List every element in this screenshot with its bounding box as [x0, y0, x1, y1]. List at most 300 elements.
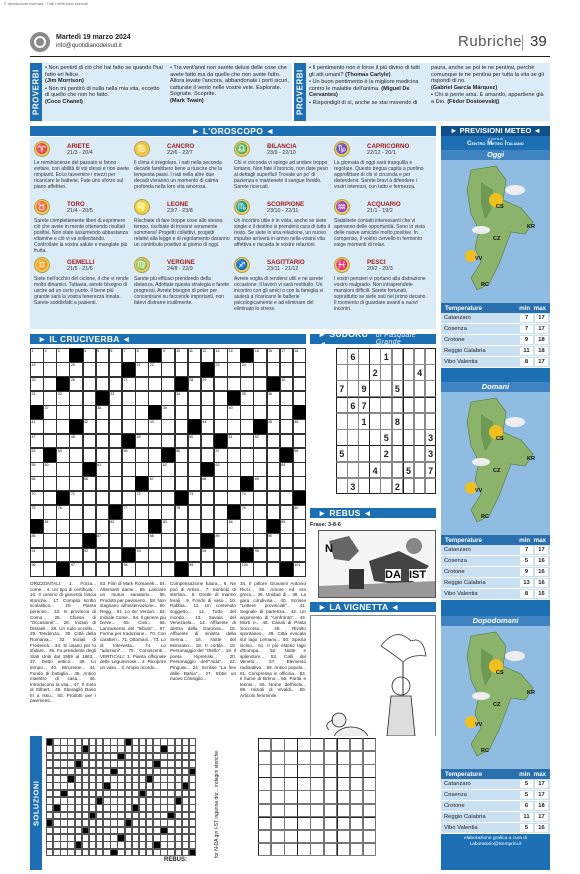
- crossword-cell[interactable]: [227, 562, 241, 577]
- crossword-cell[interactable]: [122, 391, 136, 406]
- crossword-cell[interactable]: [96, 362, 110, 377]
- crossword-cell[interactable]: [83, 505, 97, 520]
- crossword-cell[interactable]: [69, 405, 83, 420]
- crossword-cell[interactable]: [43, 505, 57, 520]
- sudoku-cell[interactable]: 2: [392, 478, 404, 495]
- crossword-cell[interactable]: [240, 448, 254, 463]
- sudoku-cell[interactable]: [425, 348, 437, 365]
- crossword-cell[interactable]: [43, 362, 57, 377]
- crossword-cell[interactable]: [148, 434, 162, 449]
- crossword-cell[interactable]: [83, 519, 97, 534]
- sudoku-cell[interactable]: [358, 364, 370, 381]
- crossword-cell[interactable]: [161, 533, 175, 548]
- crossword-cell[interactable]: [30, 434, 44, 449]
- crossword-cell[interactable]: [175, 448, 189, 463]
- sudoku-cell[interactable]: 3: [347, 478, 359, 495]
- sudoku-cell[interactable]: 4: [369, 462, 381, 479]
- crossword-cell[interactable]: [293, 462, 307, 477]
- crossword-cell[interactable]: [227, 362, 241, 377]
- crossword-cell[interactable]: [161, 491, 175, 506]
- crossword-cell[interactable]: [188, 405, 202, 420]
- crossword-cell[interactable]: [267, 405, 281, 420]
- crossword-cell[interactable]: [30, 462, 44, 477]
- crossword-cell[interactable]: [56, 362, 70, 377]
- crossword-cell[interactable]: [69, 519, 83, 534]
- crossword-cell[interactable]: [201, 405, 215, 420]
- crossword-cell[interactable]: [96, 533, 110, 548]
- crossword-cell[interactable]: [83, 562, 97, 577]
- crossword-cell[interactable]: [214, 391, 228, 406]
- crossword-cell[interactable]: [161, 434, 175, 449]
- crossword-cell[interactable]: [30, 362, 44, 377]
- sudoku-cell[interactable]: [425, 380, 437, 397]
- crossword-cell[interactable]: [109, 548, 123, 563]
- crossword-cell[interactable]: [148, 377, 162, 392]
- crossword-cell[interactable]: [122, 476, 136, 491]
- crossword-cell[interactable]: [122, 419, 136, 434]
- sudoku-cell[interactable]: 1: [358, 413, 370, 430]
- crossword-cell[interactable]: [109, 462, 123, 477]
- crossword-cell[interactable]: [214, 505, 228, 520]
- sudoku-cell[interactable]: [369, 478, 381, 495]
- crossword-cell[interactable]: [30, 548, 44, 563]
- crossword-cell[interactable]: [267, 491, 281, 506]
- sudoku-cell[interactable]: [347, 380, 359, 397]
- crossword-cell[interactable]: [96, 505, 110, 520]
- crossword-cell[interactable]: [240, 391, 254, 406]
- crossword-cell[interactable]: [69, 533, 83, 548]
- crossword-cell[interactable]: [227, 491, 241, 506]
- crossword-cell[interactable]: [240, 562, 254, 577]
- sudoku-cell[interactable]: 6: [347, 397, 359, 414]
- crossword-cell[interactable]: [253, 434, 267, 449]
- crossword-cell[interactable]: [214, 419, 228, 434]
- crossword-cell[interactable]: [148, 391, 162, 406]
- sudoku-cell[interactable]: [347, 364, 359, 381]
- sudoku-cell[interactable]: [336, 462, 348, 479]
- sudoku-cell[interactable]: 7: [425, 462, 437, 479]
- crossword-cell[interactable]: [83, 548, 97, 563]
- sudoku-cell[interactable]: [414, 348, 426, 365]
- crossword-cell[interactable]: [148, 462, 162, 477]
- crossword-cell[interactable]: [253, 491, 267, 506]
- crossword-cell[interactable]: [96, 462, 110, 477]
- crossword-cell[interactable]: [214, 348, 228, 363]
- crossword-cell[interactable]: [214, 377, 228, 392]
- crossword-cell[interactable]: [148, 476, 162, 491]
- crossword-cell[interactable]: [148, 562, 162, 577]
- crossword-cell[interactable]: [135, 562, 149, 577]
- crossword-cell[interactable]: [240, 519, 254, 534]
- crossword-cell[interactable]: [280, 419, 294, 434]
- sudoku-cell[interactable]: [414, 380, 426, 397]
- crossword-cell[interactable]: [227, 533, 241, 548]
- crossword-cell[interactable]: [240, 491, 254, 506]
- sudoku-cell[interactable]: [380, 364, 392, 381]
- crossword-cell[interactable]: [43, 377, 57, 392]
- crossword-cell[interactable]: [214, 476, 228, 491]
- crossword-cell[interactable]: [175, 519, 189, 534]
- crossword-cell[interactable]: [83, 434, 97, 449]
- crossword-cell[interactable]: [175, 362, 189, 377]
- crossword-cell[interactable]: [56, 462, 70, 477]
- crossword-cell[interactable]: [280, 462, 294, 477]
- crossword-cell[interactable]: [135, 548, 149, 563]
- sudoku-cell[interactable]: [336, 478, 348, 495]
- crossword-cell[interactable]: [227, 405, 241, 420]
- crossword-cell[interactable]: [253, 377, 267, 392]
- crossword-cell[interactable]: [201, 419, 215, 434]
- crossword-cell[interactable]: [43, 348, 57, 363]
- crossword-cell[interactable]: [280, 505, 294, 520]
- crossword-cell[interactable]: [135, 419, 149, 434]
- crossword-cell[interactable]: [253, 533, 267, 548]
- crossword-cell[interactable]: [109, 448, 123, 463]
- crossword-cell[interactable]: [69, 562, 83, 577]
- crossword-cell[interactable]: [30, 476, 44, 491]
- crossword-cell[interactable]: [83, 491, 97, 506]
- crossword-cell[interactable]: [188, 462, 202, 477]
- crossword-cell[interactable]: [161, 519, 175, 534]
- crossword-cell[interactable]: [188, 562, 202, 577]
- crossword-cell[interactable]: [122, 505, 136, 520]
- crossword-cell[interactable]: [109, 419, 123, 434]
- crossword-cell[interactable]: [293, 505, 307, 520]
- crossword-cell[interactable]: [293, 419, 307, 434]
- crossword-cell[interactable]: [240, 405, 254, 420]
- crossword-cell[interactable]: [253, 462, 267, 477]
- crossword-cell[interactable]: [109, 391, 123, 406]
- crossword-cell[interactable]: [267, 419, 281, 434]
- sudoku-cell[interactable]: [347, 445, 359, 462]
- crossword-cell[interactable]: [109, 491, 123, 506]
- crossword-cell[interactable]: [43, 419, 57, 434]
- crossword-cell[interactable]: [122, 519, 136, 534]
- crossword-cell[interactable]: [280, 533, 294, 548]
- sudoku-cell[interactable]: [380, 462, 392, 479]
- crossword-cell[interactable]: [214, 562, 228, 577]
- sudoku-cell[interactable]: [380, 380, 392, 397]
- crossword-cell[interactable]: [83, 405, 97, 420]
- crossword-cell[interactable]: [161, 562, 175, 577]
- crossword-cell[interactable]: [227, 462, 241, 477]
- sudoku-cell[interactable]: [414, 429, 426, 446]
- sudoku-cell[interactable]: [392, 348, 404, 365]
- sudoku-cell[interactable]: [369, 397, 381, 414]
- crossword-cell[interactable]: [43, 519, 57, 534]
- crossword-cell[interactable]: [56, 405, 70, 420]
- crossword-cell[interactable]: [293, 448, 307, 463]
- crossword-cell[interactable]: [293, 377, 307, 392]
- contact-email[interactable]: info@quotidianodelsud.it: [56, 43, 122, 49]
- sudoku-cell[interactable]: 2: [369, 364, 381, 381]
- crossword-cell[interactable]: [122, 491, 136, 506]
- crossword-cell[interactable]: [56, 419, 70, 434]
- crossword-cell[interactable]: [161, 462, 175, 477]
- sudoku-cell[interactable]: [347, 462, 359, 479]
- crossword-cell[interactable]: [253, 562, 267, 577]
- crossword-cell[interactable]: [122, 377, 136, 392]
- crossword-cell[interactable]: [253, 476, 267, 491]
- crossword-cell[interactable]: [188, 391, 202, 406]
- crossword-cell[interactable]: [253, 348, 267, 363]
- crossword-cell[interactable]: [201, 448, 215, 463]
- crossword-cell[interactable]: [188, 348, 202, 363]
- crossword-cell[interactable]: [175, 405, 189, 420]
- crossword-cell[interactable]: [122, 348, 136, 363]
- crossword-cell[interactable]: [30, 533, 44, 548]
- crossword-cell[interactable]: [253, 362, 267, 377]
- crossword-cell[interactable]: [83, 448, 97, 463]
- crossword-cell[interactable]: [109, 434, 123, 449]
- crossword-cell[interactable]: [280, 548, 294, 563]
- sudoku-cell[interactable]: [358, 445, 370, 462]
- sudoku-cell[interactable]: [358, 348, 370, 365]
- crossword-cell[interactable]: [253, 519, 267, 534]
- crossword-cell[interactable]: [214, 491, 228, 506]
- crossword-cell[interactable]: [240, 434, 254, 449]
- crossword-cell[interactable]: [188, 362, 202, 377]
- crossword-cell[interactable]: [240, 377, 254, 392]
- sudoku-cell[interactable]: [392, 445, 404, 462]
- crossword-cell[interactable]: [69, 434, 83, 449]
- sudoku-cell[interactable]: [403, 364, 415, 381]
- crossword-cell[interactable]: [161, 391, 175, 406]
- crossword-cell[interactable]: [148, 491, 162, 506]
- sudoku-cell[interactable]: [347, 429, 359, 446]
- crossword-cell[interactable]: [280, 476, 294, 491]
- crossword-cell[interactable]: [96, 491, 110, 506]
- crossword-cell[interactable]: [135, 533, 149, 548]
- sudoku-cell[interactable]: [369, 348, 381, 365]
- sudoku-cell[interactable]: [336, 348, 348, 365]
- crossword-grid[interactable]: [30, 348, 306, 576]
- crossword-cell[interactable]: [69, 448, 83, 463]
- crossword-cell[interactable]: [280, 434, 294, 449]
- crossword-cell[interactable]: [109, 362, 123, 377]
- crossword-cell[interactable]: [56, 476, 70, 491]
- crossword-cell[interactable]: [214, 405, 228, 420]
- crossword-cell[interactable]: [293, 548, 307, 563]
- crossword-cell[interactable]: [69, 476, 83, 491]
- sudoku-cell[interactable]: 8: [392, 413, 404, 430]
- crossword-cell[interactable]: [43, 462, 57, 477]
- crossword-cell[interactable]: [56, 448, 70, 463]
- crossword-cell[interactable]: [161, 505, 175, 520]
- sudoku-cell[interactable]: [336, 364, 348, 381]
- crossword-cell[interactable]: [83, 391, 97, 406]
- crossword-cell[interactable]: [175, 419, 189, 434]
- crossword-cell[interactable]: [293, 562, 307, 577]
- crossword-cell[interactable]: [30, 505, 44, 520]
- crossword-cell[interactable]: [227, 448, 241, 463]
- sudoku-cell[interactable]: [336, 413, 348, 430]
- crossword-cell[interactable]: [161, 377, 175, 392]
- crossword-cell[interactable]: [122, 462, 136, 477]
- crossword-cell[interactable]: [148, 362, 162, 377]
- crossword-cell[interactable]: [240, 462, 254, 477]
- sudoku-cell[interactable]: [403, 429, 415, 446]
- crossword-cell[interactable]: [69, 462, 83, 477]
- crossword-cell[interactable]: [83, 476, 97, 491]
- crossword-cell[interactable]: [109, 533, 123, 548]
- sudoku-cell[interactable]: [392, 364, 404, 381]
- crossword-cell[interactable]: [175, 348, 189, 363]
- crossword-cell[interactable]: [201, 377, 215, 392]
- crossword-cell[interactable]: [188, 476, 202, 491]
- crossword-cell[interactable]: [175, 434, 189, 449]
- crossword-cell[interactable]: [267, 476, 281, 491]
- crossword-cell[interactable]: [175, 548, 189, 563]
- crossword-cell[interactable]: [240, 362, 254, 377]
- crossword-cell[interactable]: [30, 419, 44, 434]
- crossword-cell[interactable]: [135, 462, 149, 477]
- sudoku-cell[interactable]: [414, 397, 426, 414]
- crossword-cell[interactable]: [253, 391, 267, 406]
- crossword-cell[interactable]: [188, 491, 202, 506]
- sudoku-cell[interactable]: [392, 462, 404, 479]
- crossword-cell[interactable]: [253, 405, 267, 420]
- crossword-cell[interactable]: [43, 491, 57, 506]
- crossword-cell[interactable]: [188, 377, 202, 392]
- crossword-cell[interactable]: [201, 348, 215, 363]
- crossword-cell[interactable]: [83, 362, 97, 377]
- sudoku-cell[interactable]: [403, 445, 415, 462]
- crossword-cell[interactable]: [201, 548, 215, 563]
- crossword-cell[interactable]: [201, 562, 215, 577]
- crossword-cell[interactable]: [293, 362, 307, 377]
- sudoku-cell[interactable]: [347, 413, 359, 430]
- crossword-cell[interactable]: [96, 562, 110, 577]
- crossword-cell[interactable]: [96, 476, 110, 491]
- crossword-cell[interactable]: [43, 405, 57, 420]
- crossword-cell[interactable]: [280, 491, 294, 506]
- sudoku-cell[interactable]: 4: [414, 364, 426, 381]
- crossword-cell[interactable]: [267, 362, 281, 377]
- crossword-cell[interactable]: [227, 434, 241, 449]
- sudoku-cell[interactable]: [336, 397, 348, 414]
- crossword-cell[interactable]: [161, 348, 175, 363]
- crossword-cell[interactable]: [267, 505, 281, 520]
- crossword-cell[interactable]: [122, 405, 136, 420]
- crossword-cell[interactable]: [227, 519, 241, 534]
- crossword-cell[interactable]: [69, 548, 83, 563]
- crossword-cell[interactable]: [201, 391, 215, 406]
- crossword-cell[interactable]: [56, 391, 70, 406]
- crossword-cell[interactable]: [96, 519, 110, 534]
- crossword-cell[interactable]: [30, 377, 44, 392]
- crossword-cell[interactable]: [214, 362, 228, 377]
- crossword-cell[interactable]: [280, 519, 294, 534]
- crossword-cell[interactable]: [280, 391, 294, 406]
- crossword-cell[interactable]: [135, 448, 149, 463]
- crossword-cell[interactable]: [43, 391, 57, 406]
- sudoku-cell[interactable]: 7: [336, 380, 348, 397]
- sudoku-cell[interactable]: [369, 413, 381, 430]
- crossword-cell[interactable]: [161, 476, 175, 491]
- sudoku-cell[interactable]: 2: [380, 445, 392, 462]
- crossword-cell[interactable]: [69, 377, 83, 392]
- crossword-cell[interactable]: [83, 348, 100, 363]
- crossword-cell[interactable]: [201, 434, 215, 449]
- crossword-cell[interactable]: [227, 548, 241, 563]
- crossword-cell[interactable]: [30, 448, 44, 463]
- sudoku-cell[interactable]: [425, 413, 437, 430]
- sudoku-cell[interactable]: [403, 478, 415, 495]
- sudoku-cell[interactable]: [358, 462, 370, 479]
- crossword-cell[interactable]: [175, 476, 189, 491]
- sudoku-cell[interactable]: [369, 445, 381, 462]
- sudoku-cell[interactable]: 5: [403, 462, 415, 479]
- sudoku-cell[interactable]: [414, 413, 426, 430]
- sudoku-cell[interactable]: [392, 429, 404, 446]
- crossword-cell[interactable]: [214, 519, 228, 534]
- crossword-cell[interactable]: [109, 405, 123, 420]
- sudoku-cell[interactable]: 1: [380, 348, 392, 365]
- crossword-cell[interactable]: [148, 505, 162, 520]
- sudoku-cell[interactable]: [369, 380, 381, 397]
- sudoku-cell[interactable]: [380, 413, 392, 430]
- crossword-cell[interactable]: [253, 548, 267, 563]
- crossword-cell[interactable]: [227, 476, 241, 491]
- crossword-cell[interactable]: [201, 505, 215, 520]
- crossword-cell[interactable]: [161, 362, 175, 377]
- crossword-cell[interactable]: [280, 362, 294, 377]
- sudoku-cell[interactable]: [414, 445, 426, 462]
- crossword-cell[interactable]: [293, 434, 307, 449]
- crossword-cell[interactable]: [267, 562, 281, 577]
- crossword-cell[interactable]: [253, 505, 267, 520]
- crossword-cell[interactable]: [148, 419, 162, 434]
- crossword-cell[interactable]: [43, 548, 57, 563]
- crossword-cell[interactable]: [253, 448, 267, 463]
- crossword-cell[interactable]: [201, 491, 215, 506]
- crossword-cell[interactable]: [122, 448, 136, 463]
- crossword-cell[interactable]: [293, 391, 307, 406]
- crossword-cell[interactable]: [56, 348, 70, 363]
- crossword-cell[interactable]: [227, 419, 241, 434]
- crossword-cell[interactable]: [135, 377, 149, 392]
- crossword-cell[interactable]: [109, 519, 123, 534]
- crossword-cell[interactable]: [43, 562, 57, 577]
- crossword-cell[interactable]: [135, 405, 149, 420]
- crossword-cell[interactable]: [56, 519, 70, 534]
- crossword-cell[interactable]: [30, 391, 44, 406]
- crossword-cell[interactable]: [201, 476, 215, 491]
- sudoku-cell[interactable]: [425, 364, 437, 381]
- sudoku-cell[interactable]: [414, 478, 426, 495]
- crossword-cell[interactable]: [43, 476, 57, 491]
- crossword-cell[interactable]: [96, 348, 113, 363]
- crossword-cell[interactable]: [96, 419, 110, 434]
- crossword-cell[interactable]: [69, 491, 83, 506]
- sudoku-cell[interactable]: [403, 413, 415, 430]
- crossword-cell[interactable]: [188, 434, 202, 449]
- crossword-cell[interactable]: [69, 362, 83, 377]
- crossword-cell[interactable]: [267, 448, 281, 463]
- sudoku-cell[interactable]: [358, 429, 370, 446]
- crossword-cell[interactable]: [267, 434, 281, 449]
- crossword-cell[interactable]: [122, 533, 136, 548]
- crossword-cell[interactable]: [96, 548, 110, 563]
- crossword-cell[interactable]: [56, 505, 70, 520]
- crossword-cell[interactable]: [83, 377, 97, 392]
- crossword-cell[interactable]: [135, 391, 149, 406]
- crossword-cell[interactable]: [280, 377, 294, 392]
- sudoku-cell[interactable]: 6: [347, 348, 359, 365]
- crossword-cell[interactable]: [227, 348, 241, 363]
- crossword-cell[interactable]: [43, 434, 57, 449]
